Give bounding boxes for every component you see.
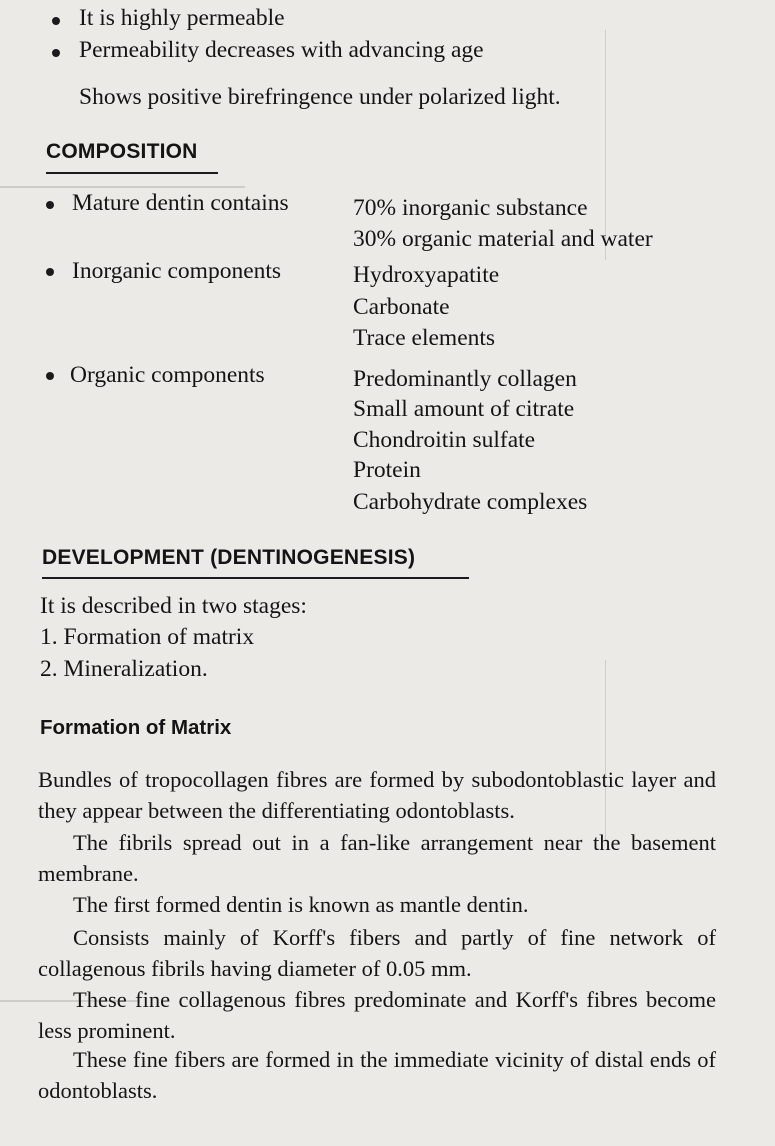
show-through-line bbox=[0, 186, 245, 188]
composition-value: 30% organic material and water bbox=[353, 226, 653, 252]
composition-label: Organic components bbox=[70, 362, 265, 388]
composition-value: Protein bbox=[353, 457, 421, 483]
paragraph: The first formed dentin is known as mantle dentin. bbox=[73, 892, 529, 917]
development-intro: It is described in two stages: bbox=[40, 593, 307, 619]
paragraph: These fine collagenous fibres predominate and Korff's fibres become less prominent. bbox=[38, 987, 716, 1043]
section-heading-composition: COMPOSITION bbox=[46, 140, 198, 163]
paragraph: Consists mainly of Korff's fibers and partly of fine network of collagenous fibrils having diameter of 0.05 mm. bbox=[38, 925, 716, 981]
composition-value: Predominantly collagen bbox=[353, 366, 577, 392]
composition-label: Inorganic components bbox=[72, 258, 282, 284]
composition-value: Carbonate bbox=[353, 294, 450, 320]
polarized-note: Shows positive birefringence under polarized light. bbox=[79, 84, 561, 110]
composition-label: Mature dentin contains bbox=[72, 190, 289, 216]
bullet-icon bbox=[46, 201, 54, 209]
bullet-icon bbox=[52, 49, 60, 57]
composition-value: Carbohydrate complexes bbox=[353, 489, 588, 515]
bullet-text: It is highly permeable bbox=[79, 5, 285, 31]
bullet-icon bbox=[46, 372, 54, 380]
section-heading-development: DEVELOPMENT (DENTINOGENESIS) bbox=[42, 546, 416, 569]
stage-item: 1. Formation of matrix bbox=[40, 624, 255, 650]
composition-value: Trace elements bbox=[353, 325, 496, 351]
bullet-icon bbox=[52, 17, 60, 25]
bullet-text: Permeability decreases with advancing age bbox=[79, 37, 484, 63]
bullet-icon bbox=[46, 268, 54, 276]
heading-underline bbox=[42, 577, 469, 579]
composition-value: Chondroitin sulfate bbox=[353, 427, 536, 453]
heading-underline bbox=[46, 172, 218, 174]
composition-value: Hydroxyapatite bbox=[353, 262, 500, 288]
paragraph: These fine fibers are formed in the immediate vicinity of distal ends of odontoblasts. bbox=[38, 1047, 716, 1103]
composition-value: Small amount of citrate bbox=[353, 396, 575, 422]
paragraph: Bundles of tropocollagen fibres are formed by subodontoblastic layer and they appear between the differentiating odontoblasts. bbox=[38, 767, 716, 823]
stage-item: 2. Mineralization. bbox=[40, 656, 208, 682]
subsection-heading: Formation of Matrix bbox=[40, 716, 232, 739]
composition-value: 70% inorganic substance bbox=[353, 195, 588, 221]
paragraph: The fibrils spread out in a fan-like arrangement near the basement membrane. bbox=[38, 830, 716, 886]
